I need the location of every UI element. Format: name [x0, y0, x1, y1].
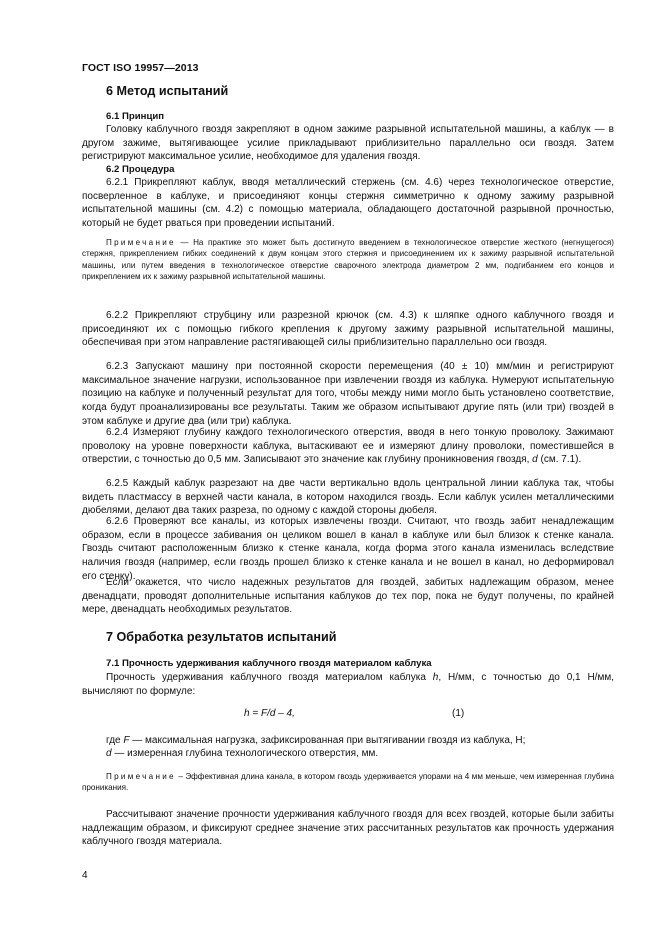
note-1-label: Примечание: [106, 238, 176, 247]
paragraph-final: Рассчитывают значение прочности удерживания каблучного гвоздя для всех гвоздей, которые были забиты надлежащим образом, и фиксируют среднее значение этих рассчитанных результатов как прочность удержания каблучного гвоздя материала.: [82, 809, 614, 848]
subsection-7-1-title: 7.1 Прочность удерживания каблучного гвоздя материалом каблука: [106, 658, 432, 669]
paragraph-6-2-5: 6.2.5 Каждый каблук разрезают на две части вертикально вдоль центральной линии каблука так, чтобы видеть пластмассу в верхней части канала, в котором находился гвоздь. Если каблук усилен металлическими дюбелями, делают два таких разреза, по одному с каждой стороны дюбеля.: [82, 478, 614, 517]
formula-1-number: (1): [452, 708, 465, 719]
document-header: ГОСТ ISO 19957—2013: [82, 62, 199, 74]
paragraph-6-2-7: Если окажется, что число надежных результатов для гвоздей, забитых надлежащим образом, менее двенадцати, проводят дополнительные испытания каблуков до тех пор, пока не будут получены, по крайней мере, двенадцать необходимых результатов.: [82, 577, 614, 616]
paragraph-6-2-1: 6.2.1 Прикрепляют каблук, вводя металлический стержень (см. 4.6) через технологическое отверстие, посверленное в каблуке, и присоединяют концы стержня симметрично к одному зажиму разрывной испытательной машины (см. 4.2) с помощью материала, обладающего достаточной разрывной прочностью, который не будет рваться при проведении испытаний.: [82, 177, 614, 230]
def-F-text: — максимальная нагрузка, зафиксированная при вытягивании гвоздя из каблука, Н;: [129, 735, 526, 746]
note-2: [82, 771, 614, 794]
p71-text-a: Прочность удерживания каблучного гвоздя материалом каблука: [106, 672, 433, 683]
def-d-text: — измеренная глубина технологического отверстия, мм.: [111, 748, 379, 759]
subsection-6-2-title: 6.2 Процедура: [106, 164, 175, 175]
definition-d: [106, 747, 378, 761]
p624-text-b: (см. 7.1).: [537, 454, 582, 466]
note-1-text: — На практике это может быть достигнуто введением в технологическое отверстие жесткого (негнущегося) стержня, прикреплением гибких соединений к двум концам этого стержня и присоединением их к зажиму разрывной испытательной машины, или путем введения в технологическое отверстие сварочного электрода диаметром 2 мм, подгибанием его концов и прикреплением их к зажиму разрывной испытательной машины.: [82, 238, 614, 281]
note-2-text: – Эффективная длина канала, в котором гвоздь удерживается упорами на 4 мм меньше, чем измеренная глубина проникания.: [82, 772, 614, 793]
section-6-title: 6 Метод испытаний: [106, 84, 229, 98]
note-1: [82, 237, 614, 282]
p624-text-a: 6.2.4 Измеряют глубину каждого технологического отверстия, вводя в него тонкую проволоку. Зажимают проволоку на уровне поверхности каблука, вытаскивают ее и измеряют длину проволоки, поместившейся в отверстии, с точностью до 0,5 мм. Записывают это значение как глубину проникновения гвоздя,: [82, 427, 614, 466]
p71-text-b: , Н/мм, с точностью до 0,1 Н/мм, вычисляют по формуле:: [82, 672, 614, 697]
formula-1: [244, 708, 295, 719]
paragraph-6-2-2: 6.2.2 Прикрепляют струбцину или разрезной крючок (см. 4.3) к шляпке одного каблучного гвоздя и присоединяют их с помощью гибкого крепления к другому зажиму разрывной испытательной машины, обеспечивая при этом направление растягивающей силы приблизительно параллельно оси гвоздя.: [82, 310, 614, 349]
note-2-label: Примечание: [106, 772, 176, 781]
paragraph-6-1: Головку каблучного гвоздя закрепляют в одном зажиме разрывной испытательной машины, а каблук — в другом зажиме, вытягивающее усилие прикладывают приблизительно параллельно оси гвоздя. Затем регистрируют максимальное усилие, необходимое для удаления гвоздя.: [82, 124, 614, 163]
definition-F: [106, 734, 525, 748]
section-7-title: 7 Обработка результатов испытаний: [106, 630, 337, 644]
paragraph-6-2-3: 6.2.3 Запускают машину при постоянной скорости перемещения (40 ± 10) мм/мин и регистрируют максимальное значение нагрузки, использованное при извлечении гвоздя из каблука. Нумеруют испытательную позицию на каблуке и полученный результат для того, чтобы между ними могло быть установлено соответствие, когда будут проанализированы все результаты. Таким же образом испытывают другие пять (или три) гвоздей в этом каблуке и другие два (или три) каблука.: [82, 361, 614, 427]
paragraph-7-1: [82, 671, 614, 698]
formula-expression: h = F/d – 4,: [244, 708, 295, 719]
def-d-variable: d: [106, 748, 112, 759]
paragraph-6-2-6: 6.2.6 Проверяют все каналы, из которых извлечены гвозди. Считают, что гвоздь забит ненадлежащим образом, если в процессе забивания он целиком вошел в канал в каблуке или был близок к стенке канала. Гвоздь считают расположенным близко к стенке канала, когда форма этого канала изменилась вследствие наличия гвоздя (например, если гвоздь прошел близко к стенке канала и не вошел в канал, но деформировал его стенку).: [82, 516, 614, 582]
def-F-variable: F: [123, 735, 130, 746]
def-prefix: где: [106, 735, 124, 746]
paragraph-6-2-4: [82, 426, 614, 467]
p71-variable: h: [432, 672, 439, 683]
p624-variable: d: [532, 454, 538, 466]
subsection-6-1-title: 6.1 Принцип: [106, 111, 165, 122]
page-number: 4: [82, 870, 88, 881]
